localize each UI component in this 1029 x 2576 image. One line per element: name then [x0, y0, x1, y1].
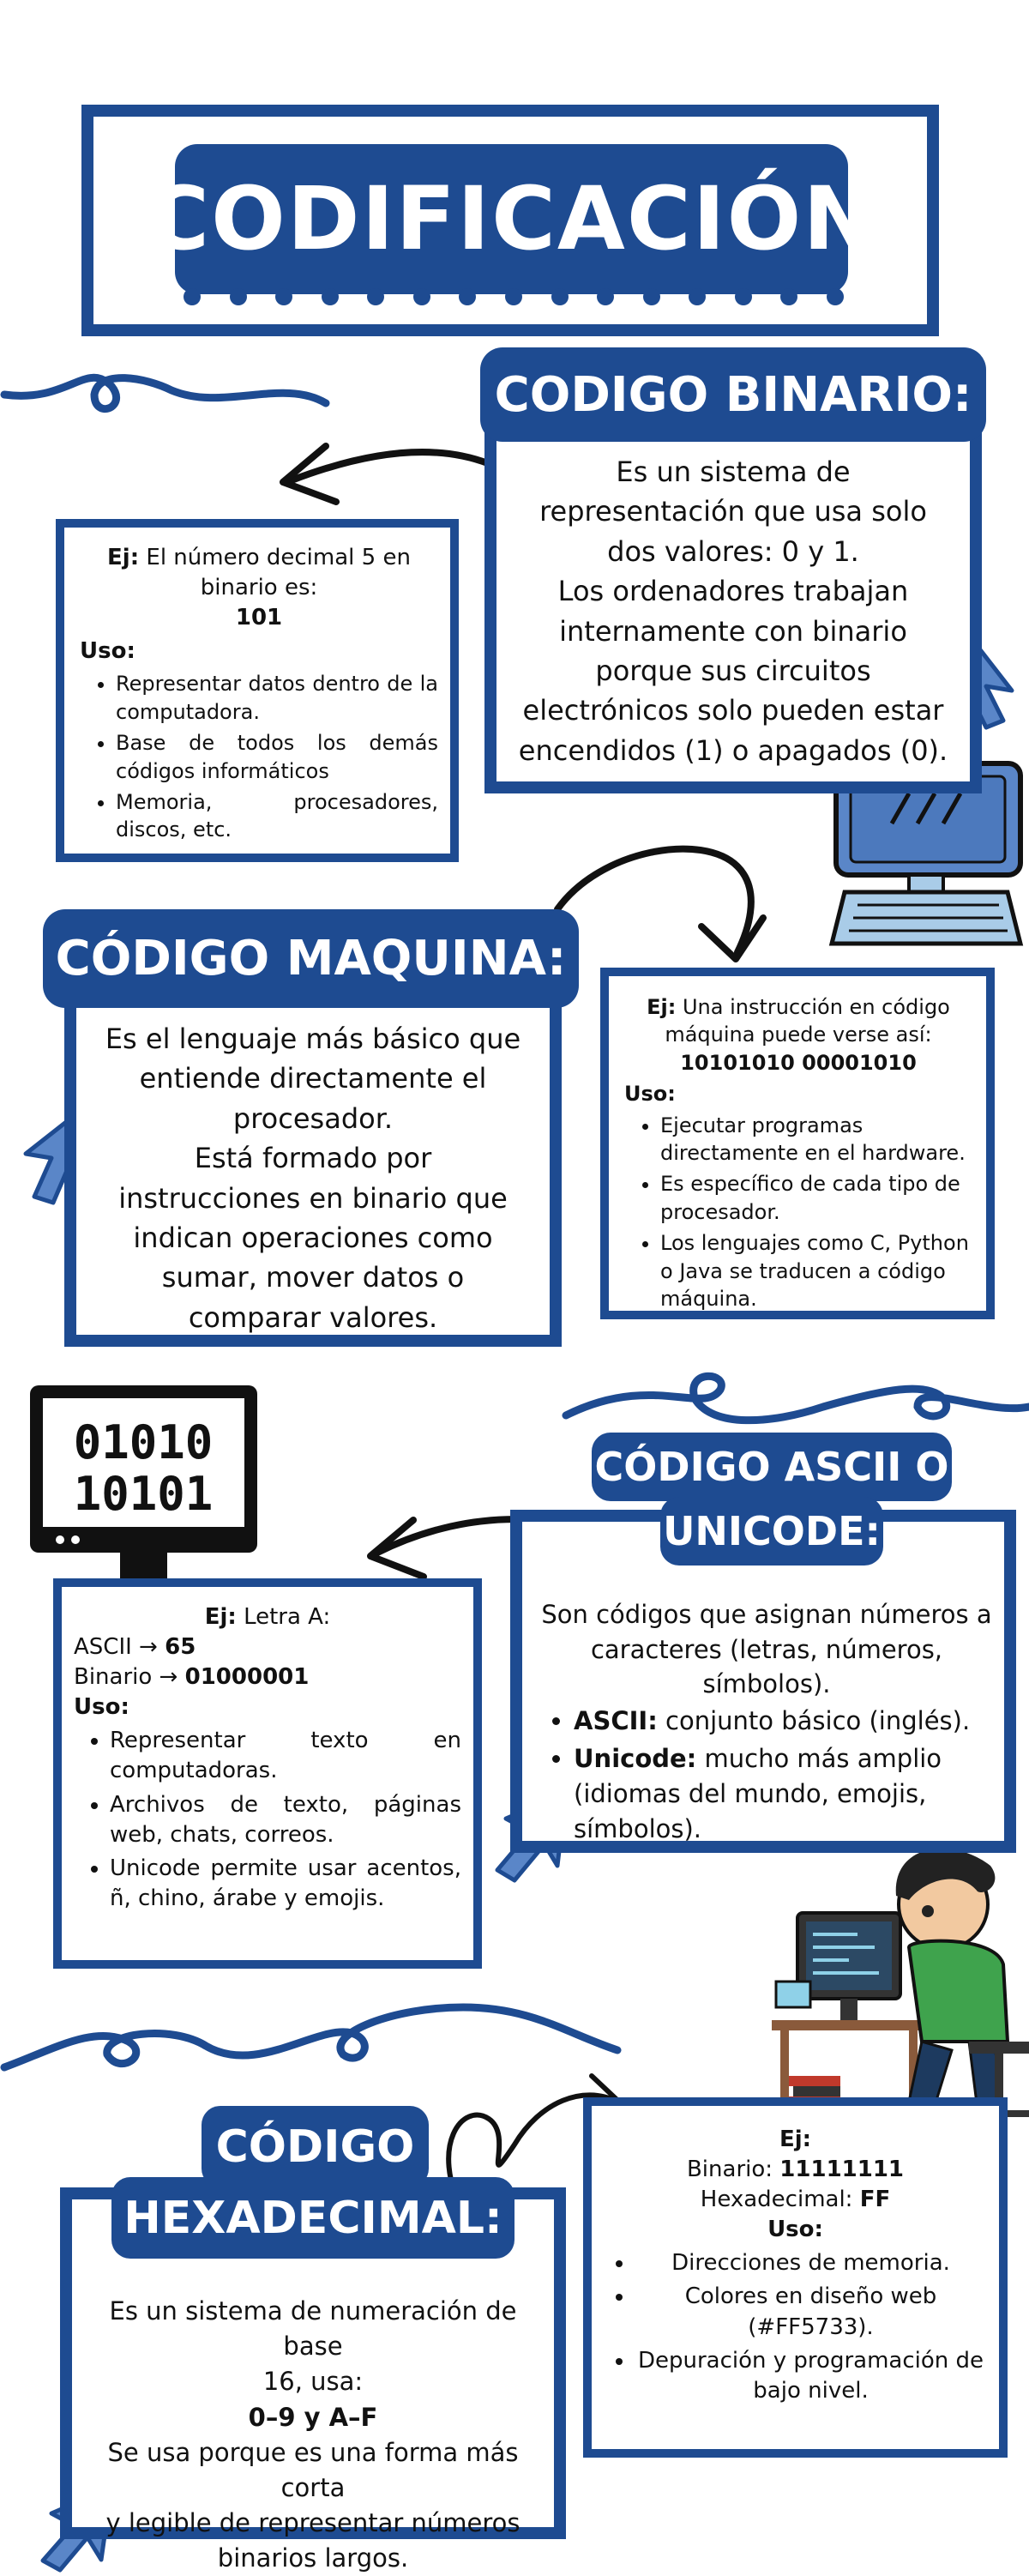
list-item: • Memoria, procesadores, discos, etc.	[116, 788, 438, 844]
monitor-digits-bottom: 10101	[73, 1467, 214, 1521]
machine-description-box	[64, 995, 562, 1347]
ascii-heading-line1: CÓDIGO ASCII O	[592, 1433, 952, 1501]
list-item: • Ejecutar programas directamente en el hardware.	[660, 1112, 972, 1167]
binary-description-box	[484, 425, 982, 793]
monitor-digits-top: 01010	[73, 1415, 214, 1469]
binary-uses-list	[80, 670, 438, 843]
machine-example-box: Ej: Una instrucción en código máquina puede verse así: 10101010 00001010 Uso: • Ejecutar programas directamente en el hardware. • Es específico de cada tipo de procesador. • Los lenguajes como C, Python o Java se traducen a código máquina.	[600, 968, 995, 1319]
list-item: • Los lenguajes como C, Python o Java se traducen a código máquina.	[660, 1229, 972, 1312]
hex-heading-line1: CÓDIGO	[202, 2106, 429, 2187]
squiggle-hex	[4, 2007, 617, 2067]
title-frame	[81, 105, 939, 336]
ascii-description: Son códigos que asignan números a caracteres (letras, números, símbolos).	[541, 1600, 992, 1699]
ascii-example-box: Ej: Letra A: ASCII → 65 Binario → 01000001 Uso: • Representar texto en computadoras. • Archivos de texto, páginas web, chats, correos. • Unicode permite usar acentos, ñ, chino, árabe y emojis.	[53, 1578, 482, 1969]
hex-uses-list	[604, 2248, 987, 2405]
binary-monitor-icon	[30, 1385, 257, 1594]
list-item: • Depuración y programación de bajo nivel.	[635, 2346, 987, 2406]
title-dots	[184, 288, 844, 305]
list-item: • Direcciones de memoria.	[635, 2248, 987, 2278]
squiggle-ascii	[566, 1376, 1029, 1420]
list-item: • Representar texto en computadoras.	[110, 1726, 461, 1786]
machine-heading: CÓDIGO MAQUINA:	[43, 909, 579, 1008]
page-title: CODIFICACIÓN	[175, 144, 848, 294]
binary-description: Es un sistema de representación que usa solo dos valores: 0 y 1. Los ordenadores trabajan internamente con binario porque sus circuitos electrónicos solo pueden estar encendidos (1) o apagados (0).	[518, 455, 948, 767]
ascii-points-list	[538, 1704, 996, 1846]
list-item: • Colores en diseño web (#FF5733).	[635, 2282, 987, 2342]
hex-description: Es un sistema de numeración de base 16, usa: 0–9 y A–F Se usa porque es una forma más corta y legible de representar números binarios largos.	[105, 2296, 521, 2573]
ascii-uses-list	[74, 1726, 461, 1914]
binary-heading: CODIGO BINARIO:	[480, 347, 986, 442]
machine-description: Es el lenguaje más básico que entiende directamente el procesador. Está formado por instrucciones en binario que indican operaciones como sumar, mover datos o comparar valores.	[105, 1023, 521, 1334]
list-item: • ASCII: conjunto básico (inglés).	[574, 1704, 996, 1739]
arrow-machine	[557, 849, 751, 952]
list-item: • Es específico de cada tipo de procesador.	[660, 1170, 972, 1226]
squiggle-top	[4, 377, 326, 408]
hex-heading-line2: HEXADECIMAL:	[111, 2177, 514, 2259]
list-item: • Representar datos dentro de la computadora.	[116, 670, 438, 726]
machine-uses-list	[624, 1112, 972, 1313]
hex-example-box: Ej: Binario: 11111111 Hexadecimal: FF Uso: • Direcciones de memoria. • Colores en diseño web (#FF5733). • Depuración y programación de bajo nivel.	[583, 2097, 1008, 2458]
list-item: • Unicode: mucho más amplio (idiomas del mundo, emojis, símbolos).	[574, 1741, 996, 1846]
list-item: • Unicode permite usar acentos, ñ, chino, árabe y emojis.	[110, 1854, 461, 1914]
list-item: • Archivos de texto, páginas web, chats, correos.	[110, 1790, 461, 1850]
ascii-heading-line2: UNICODE:	[660, 1497, 883, 1566]
boy-at-computer-illustration	[772, 1849, 1029, 2114]
list-item: • Base de todos los demás códigos informáticos	[116, 729, 438, 785]
binary-example-box: Ej: El número decimal 5 en binario es: 101 Uso: • Representar datos dentro de la computadora. • Base de todos los demás códigos informáticos • Memoria, procesadores, discos, etc.	[56, 519, 459, 862]
